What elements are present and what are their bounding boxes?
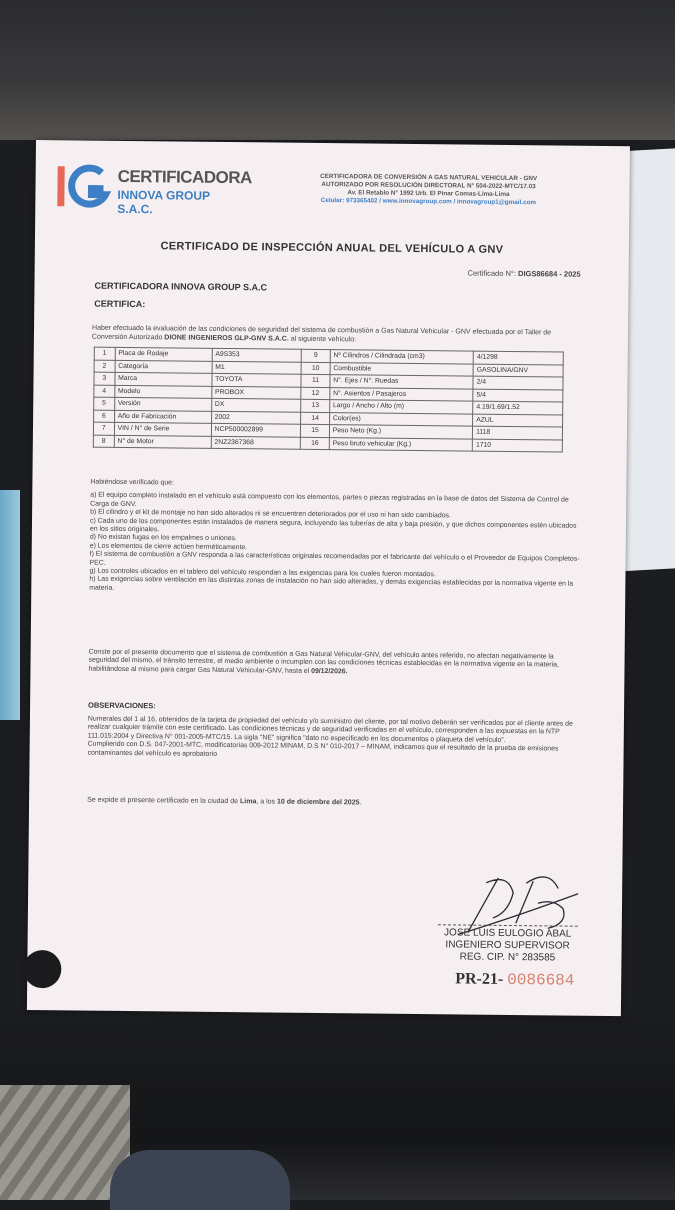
vehicle-cell-l2: Largo / Ancho / Alto (m) <box>329 400 472 414</box>
vehicle-cell-l2: Peso bruto vehicular (Kg.) <box>329 437 472 451</box>
vehicle-cell-n1: 4 <box>94 385 115 398</box>
vehicle-cell-n1: 2 <box>94 360 115 373</box>
certificate-number-value: DIGS86684 - 2025 <box>518 269 581 279</box>
header-line-3: Av. El Retablo N° 1992 Urb. El Pinar Comas-Lima-Lima <box>347 189 510 198</box>
certificate-number <box>468 269 581 279</box>
logo-name: CERTIFICADORA <box>117 166 252 188</box>
serial-prefix: PR-21- <box>455 970 504 988</box>
header-line-1: CERTIFICADORA DE CONVERSIÓN A GAS NATURAL VEHICULAR - GNV <box>320 172 538 183</box>
vehicle-cell-n1: 3 <box>94 372 115 385</box>
company-name: CERTIFICADORA INNOVA GROUP S.A.C <box>94 280 268 293</box>
ig-logo-icon <box>55 162 117 211</box>
vehicle-cell-l1: Marca <box>115 372 212 386</box>
vehicle-cell-l2: Peso Neto (Kg.) <box>329 425 472 439</box>
observaciones-heading: OBSERVACIONES: <box>88 700 156 711</box>
vehicle-cell-n2: 9 <box>302 349 331 362</box>
vehicle-cell-v2: 1118 <box>473 426 563 439</box>
observaciones-text <box>88 716 578 763</box>
vehicle-cell-v1: 2NZ2367368 <box>211 436 301 449</box>
observaciones-p2: Cumpliendo con D.S. 047-2001-MTC, modificatorias 009-2012 MINAM, D.S N° 010-2017 – MINAM, indicamos que el resultado de la prueba de emisiones contaminantes del vehículo es aprobatorio <box>87 740 559 758</box>
vehicle-cell-v1: M1 <box>212 361 302 374</box>
vehicle-cell-v1: TOYOTA <box>212 373 302 386</box>
vehicle-cell-l1: Año de Fabricación <box>114 410 211 424</box>
check-item-h: h) Las exigencias sobre ventilación en las distintas zonas de instalación no han sido alteradas, y demás exigencias establecidas por la normativa vigente en la materia. <box>89 576 574 592</box>
vehicle-cell-l1: N° de Motor <box>114 435 211 449</box>
check-item-a: a) El equipo completo instalado en el vehículo está compuesto con los elementos, partes o piezas registradas en la base de datos del Sistema de Control de Carga de GNV. <box>90 491 569 508</box>
observaciones-p1: Numerales del 1 al 16, obtenidos de la tarjeta de propiedad del vehículo y/o suministro del cliente, por tal motivo deberán ser verificados por el cliente antes de realizar cualquier trámite con este certificado. Las condiciones técnicas y de seguridad verificadas en el vehículo, corresponden a las expuestas en la NTP 111.015:2004 y Directiva N° 001-2005-MTC/15. La sigla "NE" significa "dato no especificado en los documentos o plaqueta del vehículo". <box>87 715 573 744</box>
vehicle-cell-n2: 11 <box>301 374 330 387</box>
conste-text: Conste por el presente documento que el sistema de combustión a Gas Natural Vehicular-GNV, del vehículo antes referido, no afectan negativamente la seguridad del mismo, el tránsito terrestre, el medio ambiente o incumplen con las condiciones técnicas establecidas en la normativa vigente en la materia, habilitándose al mismo para cargar Gas Natural Vehicular-GNV, hasta el <box>88 648 559 675</box>
certifica-heading: CERTIFICA: <box>94 298 146 310</box>
header-info <box>263 172 593 207</box>
vehicle-cell-l1: Placa de Rodaje <box>115 347 212 361</box>
vehicle-cell-v2: 5/4 <box>473 389 563 402</box>
vehicle-cell-n1: 6 <box>94 410 115 423</box>
certificate-paper <box>27 140 630 1016</box>
vehicle-cell-l1: VIN / N° de Serie <box>114 422 211 436</box>
valid-until-date: 09/12/2026. <box>311 667 348 676</box>
vehicle-cell-v1: A9S353 <box>212 348 302 361</box>
vehicle-cell-v1: NCP500002899 <box>211 423 301 436</box>
workshop-name: DIONE INGENIEROS GLP-GNV S.A.C. <box>164 334 289 343</box>
vehicle-cell-n2: 10 <box>301 362 330 375</box>
vehicle-cell-l2: Combustible <box>330 362 473 376</box>
verification-list <box>89 479 580 598</box>
check-item-b: b) El cilindro y el kit de montaje no han sido alterados ni se encuentren deteriorados por el uso ni han sido cambiados. <box>90 508 451 520</box>
signer-registration: REG. CIP. N° 283585 <box>459 951 556 964</box>
vehicle-table <box>93 347 564 453</box>
vehicle-cell-n1: 1 <box>94 347 115 360</box>
check-item-g: g) Los controles ubicados en el tablero del vehículo respondan a las exigencias para los cuales fueron montados. <box>89 567 436 579</box>
certificate-number-label: Certificado N°: <box>467 268 517 279</box>
signer-name: JOSE LUIS EULOGIO ABAL <box>444 927 572 940</box>
issue-statement <box>87 797 577 809</box>
vehicle-cell-v2: 4.19/1.69/1.52 <box>473 401 563 414</box>
logo-subtitle: INNOVA GROUP S.A.C. <box>117 187 210 217</box>
issue-date: 10 de diciembre del 2025 <box>276 798 360 807</box>
verification-lead: Habiéndose verificado que: <box>90 478 174 487</box>
check-item-f: f) El sistema de combustión a GNV responda a las características originales recomendadas por el fabricante del vehículo o el Proveedor de Equipos Completos-PEC. <box>89 550 580 567</box>
vehicle-cell-v1: DX <box>211 398 301 411</box>
header-line-2: AUTORIZADO POR RESOLUCIÓN DIRECTORAL N° 504-2022-MTC/17.03 <box>321 180 536 191</box>
check-item-e: e) Los elementos de cierre actúen herméticamente. <box>89 542 248 552</box>
conste-paragraph <box>88 649 578 679</box>
vehicle-cell-l2: N°. Asientos / Pasajeros <box>330 387 473 401</box>
vehicle-cell-n2: 14 <box>301 412 330 425</box>
issue-text-mid: , a los <box>256 798 276 806</box>
serial-number <box>455 970 574 989</box>
vehicle-cell-v2: GASOLINA/GNV <box>473 364 563 377</box>
signer-role: INGENIERO SUPERVISOR <box>445 939 570 952</box>
intro-text-end: al siguiente vehículo: <box>290 335 357 344</box>
background-blue-object <box>0 490 20 720</box>
vehicle-cell-n2: 13 <box>301 399 330 412</box>
vehicle-cell-v1: 2002 <box>211 411 301 424</box>
serial-value: 0086684 <box>507 970 575 990</box>
vehicle-cell-n1: 8 <box>93 435 114 448</box>
vehicle-cell-n2: 16 <box>301 437 330 450</box>
document-title: CERTIFICADO DE INSPECCIÓN ANUAL DEL VEHÍCULO A GNV <box>160 240 504 256</box>
vehicle-cell-v2: 2/4 <box>473 376 563 389</box>
signer-block <box>417 924 597 965</box>
vehicle-cell-l2: Color(es) <box>329 412 472 426</box>
vehicle-cell-v2: AZUL <box>473 414 563 427</box>
vehicle-cell-l1: Versión <box>114 397 211 411</box>
check-item-d: d) No existan fugas en los empalmes o uniones. <box>89 534 237 543</box>
issue-text: Se expide el presente certificado en la ciudad de <box>87 796 239 806</box>
vehicle-cell-n1: 7 <box>93 422 114 435</box>
issue-city: Lima <box>239 798 257 806</box>
header-line-4: Celular: 973365402 / www.innovagroup.com / innovagroup1@gmail.com <box>320 196 536 207</box>
punch-hole <box>23 950 61 988</box>
background-shoe <box>110 1150 290 1210</box>
company-logo <box>55 162 252 217</box>
intro-text: Haber efectuado la evaluación de las condiciones de seguridad del sistema de combustión a Gas Natural Vehicular - GNV efectuada por el Taller de Conversión Autorizado <box>91 324 552 342</box>
vehicle-cell-l1: Categoría <box>115 360 212 374</box>
vehicle-cell-n1: 5 <box>94 397 115 410</box>
vehicle-cell-l2: Nº Cilindros / Cilindrada (cm3) <box>330 350 473 364</box>
vehicle-cell-v2: 4/1298 <box>473 351 563 364</box>
vehicle-cell-v1: PROBOX <box>211 386 301 399</box>
background-top <box>0 0 675 140</box>
vehicle-cell-l2: N°. Ejes / N°. Ruedas <box>330 375 473 389</box>
vehicle-cell-l1: Modelo <box>114 385 211 399</box>
intro-paragraph <box>92 324 562 347</box>
vehicle-cell-n2: 12 <box>301 387 330 400</box>
issue-text-end: . <box>359 799 362 807</box>
vehicle-cell-n2: 15 <box>301 424 330 437</box>
check-item-c: c) Cada uno de los componentes están instalados de manera segura, incluyendo las tuberías de alta y baja presión, y que dichos componentes estén ubicados en los sitios originales. <box>89 517 577 534</box>
vehicle-cell-v2: 1710 <box>472 439 562 452</box>
